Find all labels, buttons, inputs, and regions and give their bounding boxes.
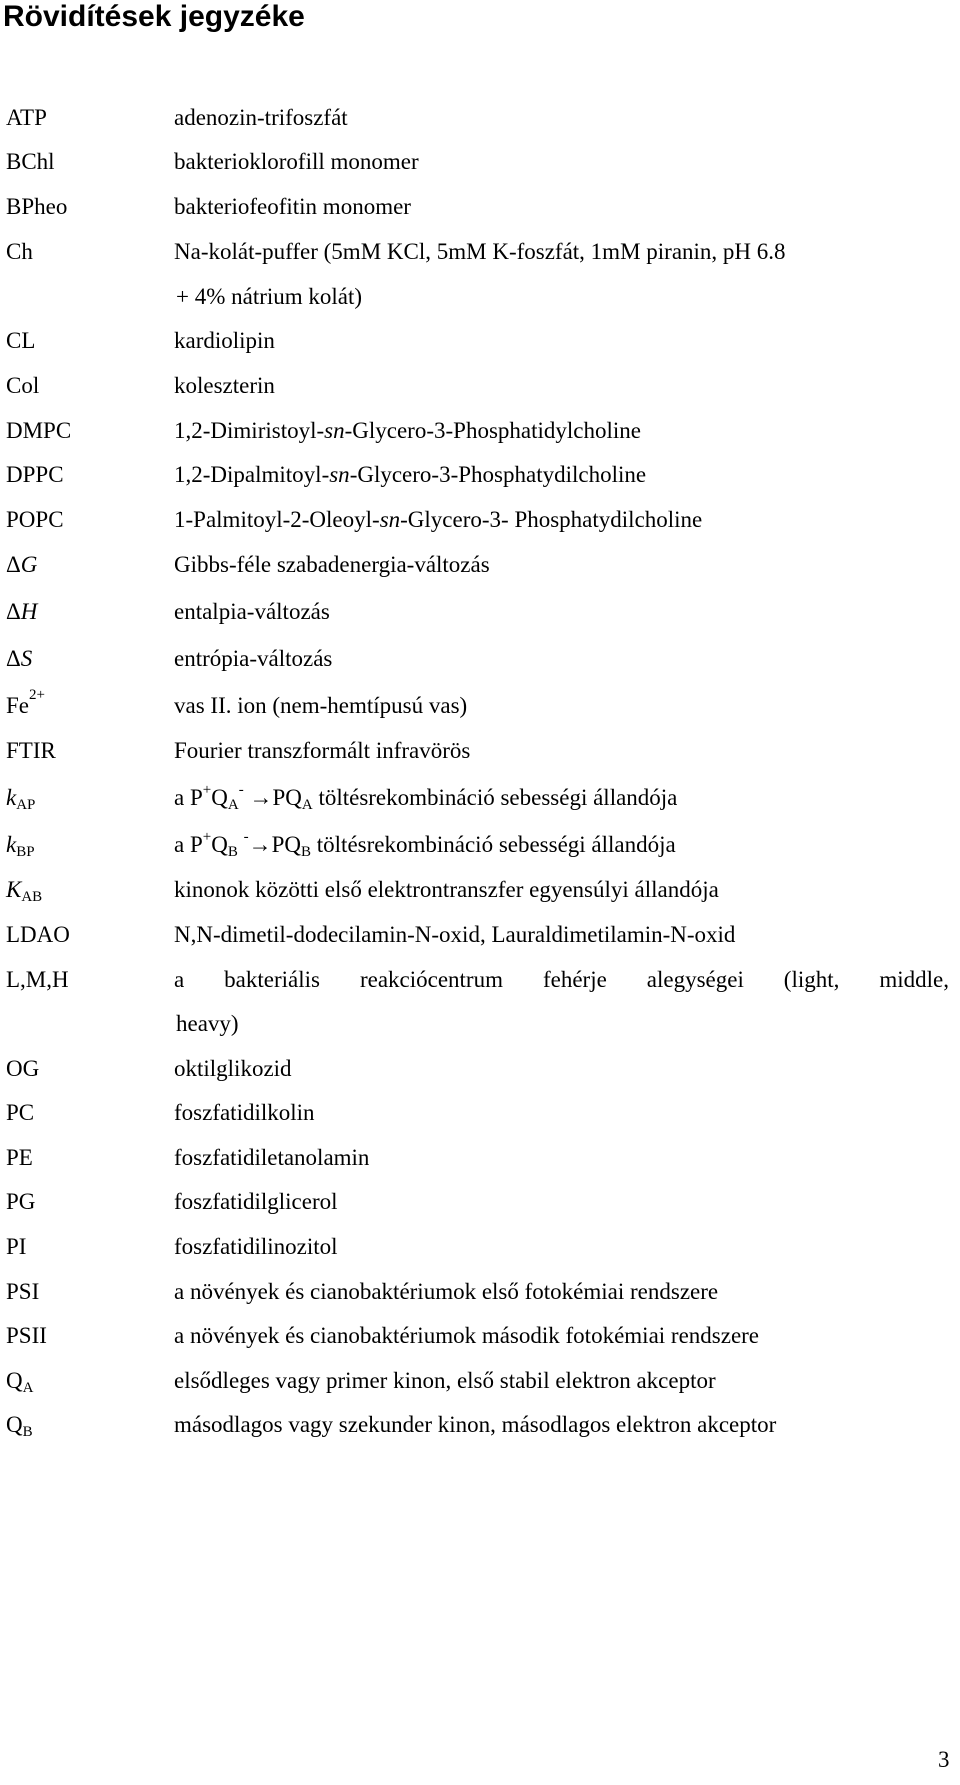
abbr-term: POPC	[6, 507, 64, 532]
abbr-definition: entrópia-változás	[174, 646, 333, 671]
abbr-term: L,M,H	[6, 967, 69, 992]
abbr-definition: 1-Palmitoyl-2-Oleoyl-sn-Glycero-3- Phosphatydilcholine	[174, 507, 703, 532]
abbr-term: PSII	[6, 1323, 47, 1348]
abbr-term: ATP	[6, 105, 47, 130]
abbr-definition: adenozin-trifoszfát	[174, 105, 348, 130]
abbr-definition: a növények és cianobaktériumok második fotokémiai rendszere	[174, 1323, 760, 1348]
abbr-definition: a növények és cianobaktériumok első fotokémiai rendszere	[174, 1279, 719, 1304]
abbr-definition-continuation: + 4% nátrium kolát)	[176, 284, 363, 309]
abbr-term: BPheo	[6, 194, 68, 219]
abbr-term: $k_{AP}$	[6, 785, 36, 813]
delta-symbol: Δ	[6, 599, 21, 624]
abbr-definition: Na-kolát-puffer (5mM KCl, 5mM K-foszfát, 1mM piranin, pH 6.8	[174, 239, 786, 264]
abbr-definition: a $P^+Q_A^- \to PQ_A$ töltésrekombináció sebességi állandója	[174, 782, 678, 813]
abbr-term: FTIR	[6, 738, 56, 763]
abbr-definition: a bakteriális reakciócentrum fehérje alegységei (light, middle,	[174, 967, 949, 992]
abbr-definition: N,N-dimetil-dodecilamin-N-oxid, Lauraldimetilamin-N-oxid	[174, 922, 736, 947]
arrow-symbol: →	[249, 785, 273, 810]
abbr-definition: a $P^+Q_B$ $^-\to PQ_B$ töltésrekombináció sebességi állandója	[174, 829, 676, 860]
abbr-term: LDAO	[6, 922, 70, 947]
abbr-definition: elsődleges vagy primer kinon, első stabil elektron akceptor	[174, 1368, 716, 1393]
abbr-definition: foszfatidilkolin	[174, 1100, 315, 1125]
abbr-term: Col	[6, 373, 40, 398]
page-number: 3	[938, 1747, 950, 1772]
abbr-definition: entalpia-változás	[174, 599, 330, 624]
abbr-term: PE	[6, 1145, 33, 1170]
abbr-term: ΔH	[6, 599, 38, 624]
abbr-definition: vas II. ion (nem-hemtípusú vas)	[174, 693, 468, 718]
abbr-term: PI	[6, 1234, 27, 1259]
abbr-term: DPPC	[6, 462, 64, 487]
abbr-definition: kardiolipin	[174, 328, 275, 353]
abbr-definition: foszfatidilglicerol	[174, 1189, 338, 1214]
abbr-definition: oktilglikozid	[174, 1056, 292, 1081]
abbr-term: $K_{AB}$	[6, 877, 43, 905]
abbr-term: $k_{BP}$	[6, 832, 35, 860]
abbr-term: $Q_B$	[6, 1412, 33, 1440]
abbr-term: BChl	[6, 149, 55, 174]
abbr-definition: koleszterin	[174, 373, 275, 398]
abbr-definition: foszfatidilinozitol	[174, 1234, 338, 1259]
abbr-term: OG	[6, 1056, 40, 1081]
abbr-term: PSI	[6, 1279, 40, 1304]
abbr-term: ΔG	[6, 552, 38, 577]
arrow-symbol: →	[248, 832, 272, 857]
abbr-definition-continuation: heavy)	[176, 1011, 239, 1036]
abbr-term: DMPC	[6, 418, 72, 443]
page-title: Rövidítések jegyzéke	[3, 0, 305, 33]
delta-symbol: Δ	[6, 646, 21, 671]
abbr-definition: Fourier transzformált infravörös	[174, 738, 471, 763]
abbr-term: CL	[6, 328, 36, 353]
abbr-definition: 1,2-Dimiristoyl-sn-Glycero-3-Phosphatidylcholine	[174, 418, 641, 443]
abbr-term: PC	[6, 1100, 35, 1125]
abbr-definition: 1,2-Dipalmitoyl-sn-Glycero-3-Phosphatydilcholine	[174, 462, 647, 487]
delta-symbol: Δ	[6, 552, 21, 577]
abbr-term: $Fe^{2+}$	[6, 687, 45, 718]
abbr-term: ΔS	[6, 646, 33, 671]
abbr-definition: bakteriofeofitin monomer	[174, 194, 411, 219]
abbr-definition: másodlagos vagy szekunder kinon, másodlagos elektron akceptor	[174, 1412, 777, 1437]
abbr-term: PG	[6, 1189, 36, 1214]
abbr-term: $Q_A$	[6, 1368, 34, 1396]
abbr-definition: Gibbs-féle szabadenergia-változás	[174, 552, 490, 577]
abbr-term: Ch	[6, 239, 33, 264]
abbr-definition: bakterioklorofill monomer	[174, 149, 419, 174]
abbr-definition: kinonok közötti első elektrontranszfer egyensúlyi állandója	[174, 877, 719, 902]
abbr-definition: foszfatidiletanolamin	[174, 1145, 370, 1170]
